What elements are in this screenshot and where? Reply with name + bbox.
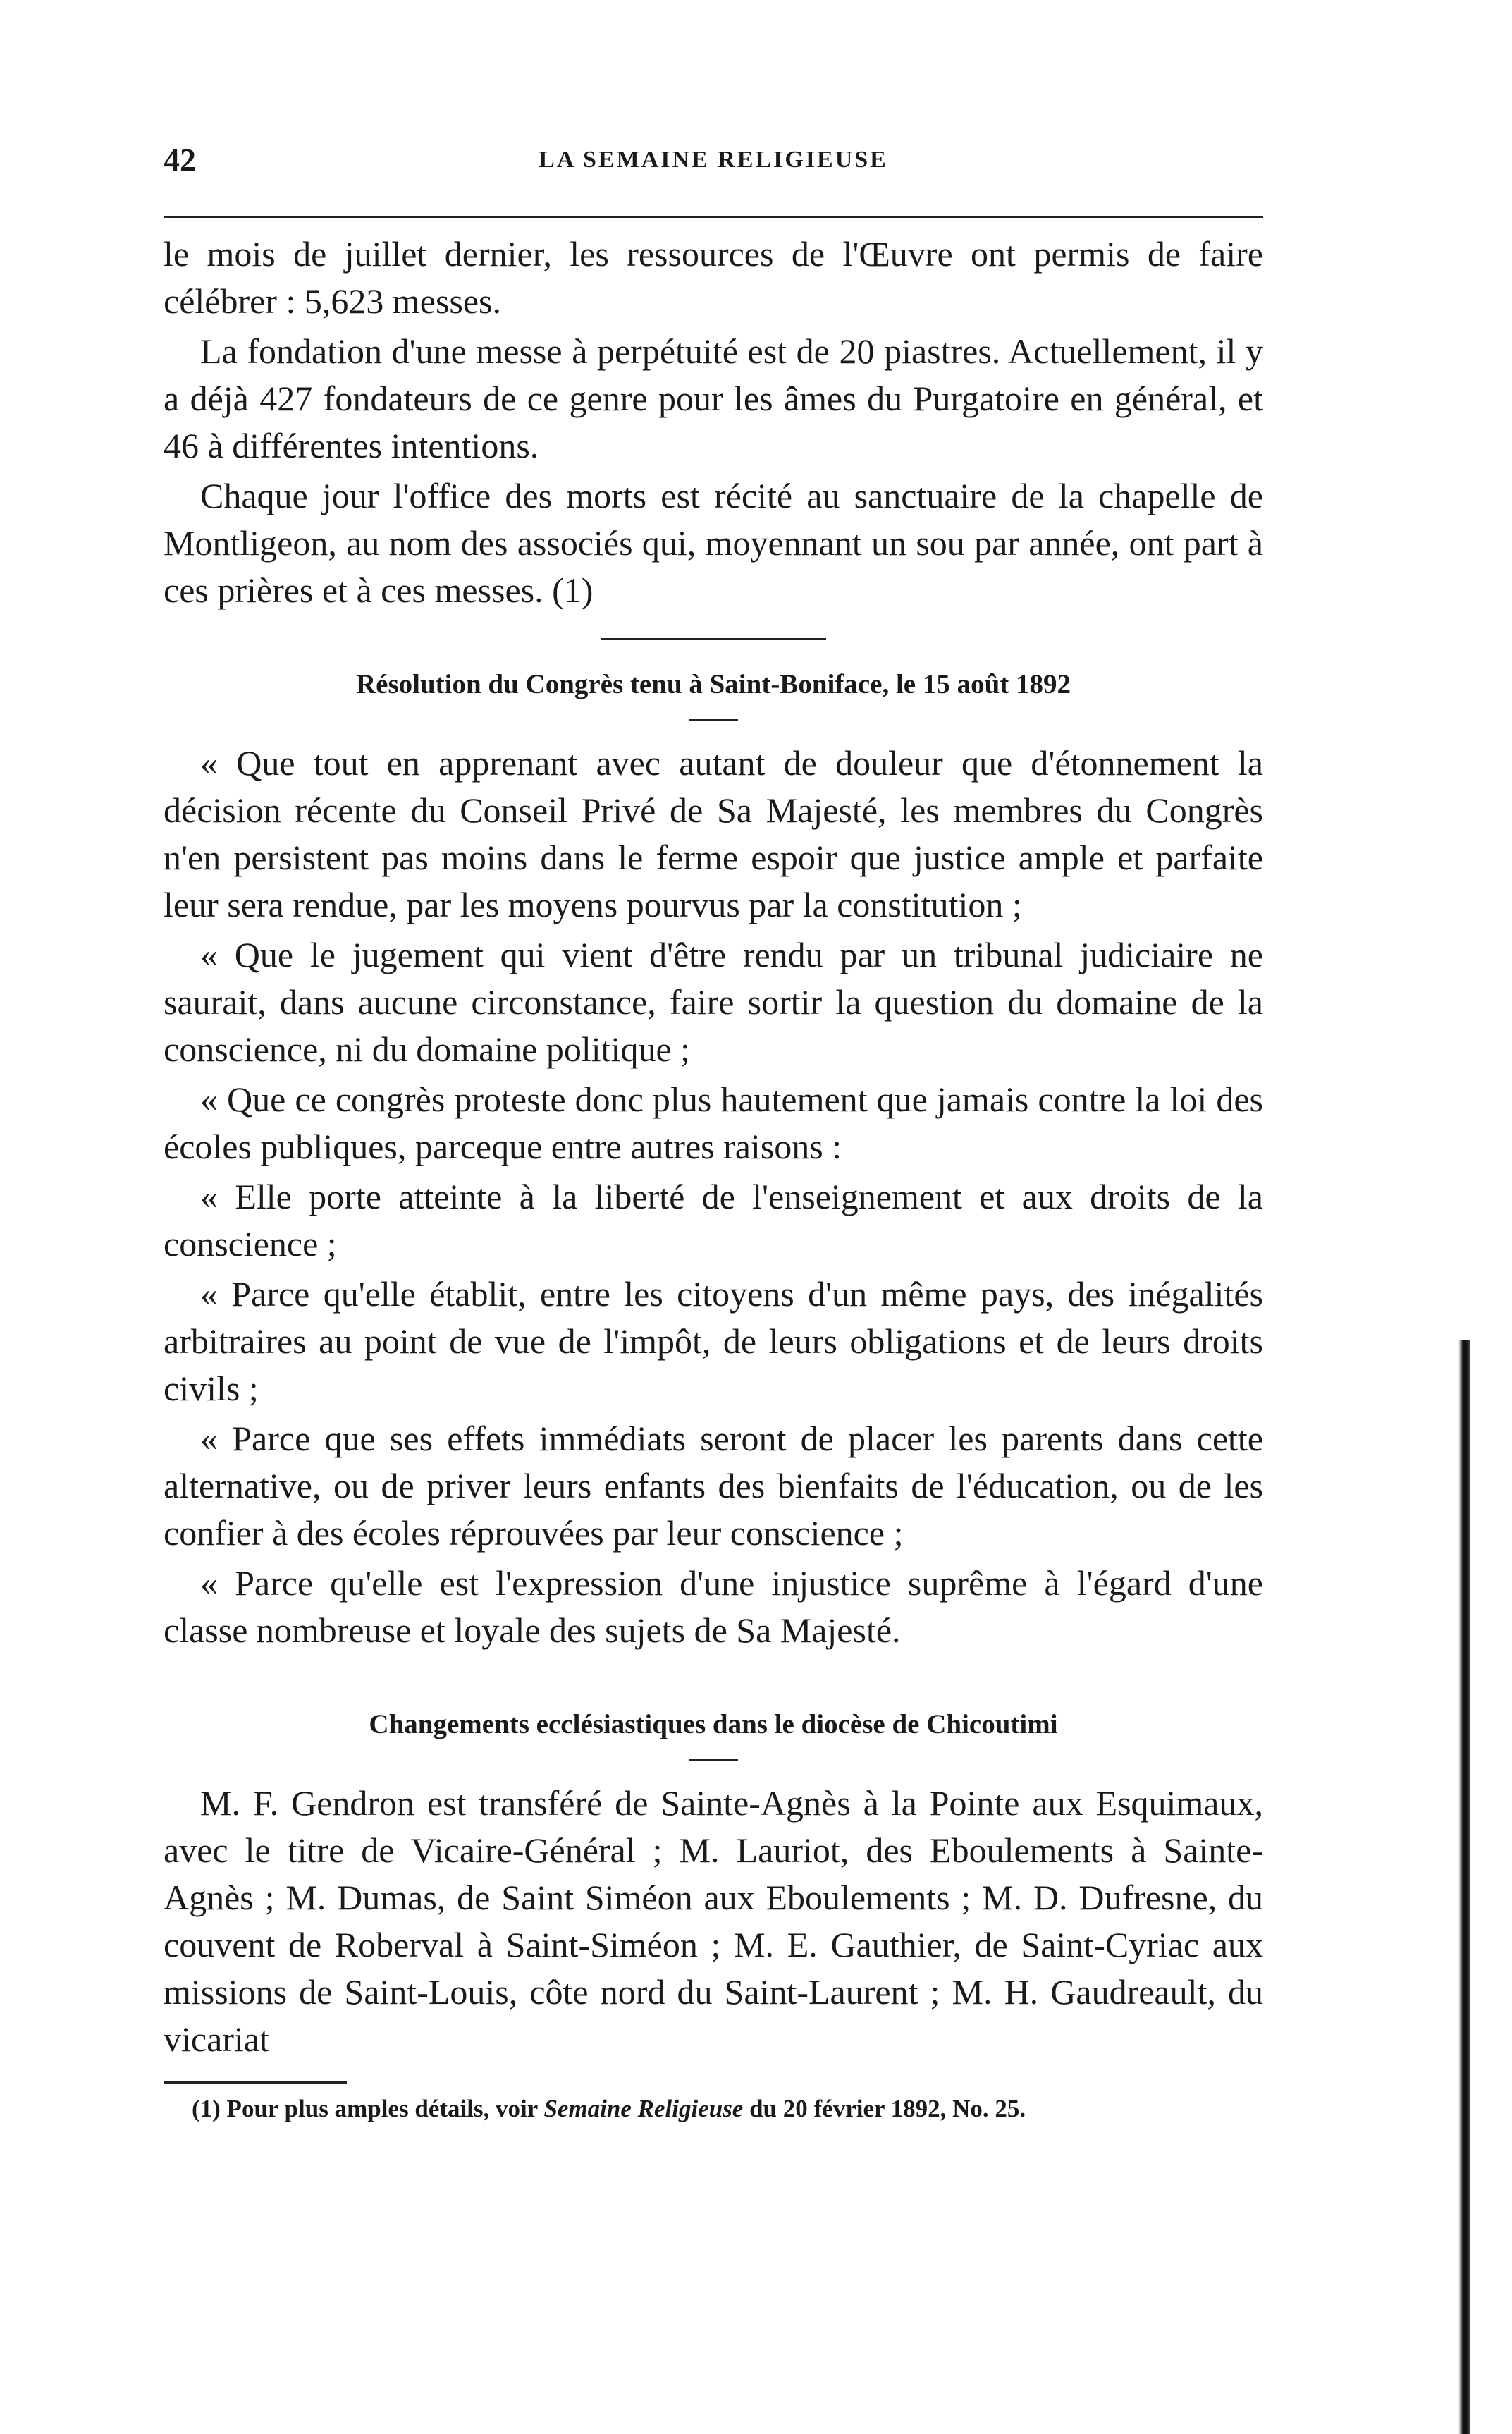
title-rule bbox=[689, 1759, 738, 1761]
changements-section bbox=[164, 1706, 1263, 2063]
resolution-paragraph-6: « Parce que ses effets immédiats seront de placer les parents dans cette alternative, ou de priver leurs enfants des bienfaits de l'éducation, ou de les confier à des écoles réprouvées par leur conscience ; bbox=[164, 1419, 1263, 1553]
footnote-journal: Semaine Religieuse bbox=[543, 2095, 744, 2122]
intro-section bbox=[164, 231, 1263, 614]
resolution-paragraph-3: « Que ce congrès proteste donc plus hautement que jamais contre la loi des écoles publiques, parceque entre autres raisons : bbox=[164, 1080, 1263, 1166]
resolution-title: Résolution du Congrès tenu à Saint-Boniface, le 15 août 1892 bbox=[355, 669, 1071, 699]
page bbox=[164, 141, 1263, 2126]
footnote-suffix: du 20 février 1892, No. 25. bbox=[743, 2095, 1026, 2122]
changements-paragraph: M. F. Gendron est transféré de Sainte-Agnès à la Pointe aux Esquimaux, avec le titre de Vicaire-Général ; M. Lauriot, des Eboulements à Sainte-Agnès ; M. Dumas, de Saint Siméon aux Eboulements ; M. D. Dufresne, du couvent de Roberval à Saint-Siméon ; M. E. Gauthier, de Saint-Cyriac aux missions de Saint-Louis, côte nord du Saint-Laurent ; M. H. Gaudreault, du vicariat bbox=[164, 1783, 1263, 2059]
resolution-paragraph-2: « Que le jugement qui vient d'être rendu par un tribunal judiciaire ne saurait, dans aucune circonstance, faire sortir la question du domaine de la conscience, ni du domaine politique ; bbox=[164, 935, 1263, 1069]
resolution-paragraph-1: « Que tout en apprenant avec autant de douleur que d'étonnement la décision récente du Conseil Privé de Sa Majesté, les membres du Congrès n'en persistent pas moins dans le ferme espoir que justice ample et parfaite leur sera rendue, par les moyens pourvus par la constitution ; bbox=[164, 743, 1263, 924]
running-title: LA SEMAINE RELIGIEUSE bbox=[539, 147, 888, 173]
header-rule bbox=[164, 216, 1263, 218]
intro-paragraph-3: Chaque jour l'office des morts est récité au sanctuaire de la chapelle de Montligeon, au nom des associés qui, moyennant un sou par année, ont part à ces prières et à ces messes. (1) bbox=[164, 476, 1263, 610]
section-divider bbox=[601, 638, 826, 640]
title-rule bbox=[689, 719, 738, 721]
scan-edge-shadow bbox=[1458, 1340, 1470, 2434]
changements-title: Changements ecclésiastiques dans le diocèse de Chicoutimi bbox=[369, 1709, 1058, 1739]
intro-paragraph-2: La fondation d'une messe à perpétuité est de 20 piastres. Actuellement, il y a déjà 427 fondateurs de ce genre pour les âmes du Purgatoire en général, et 46 à différentes intentions. bbox=[164, 331, 1263, 465]
resolution-section bbox=[164, 666, 1263, 1654]
intro-paragraph-1: le mois de juillet dernier, les ressources de l'Œuvre ont permis de faire célébrer : 5,623 messes. bbox=[164, 234, 1263, 321]
running-head bbox=[164, 141, 1263, 197]
section-divider bbox=[601, 1678, 826, 1680]
page-number: 42 bbox=[164, 142, 196, 178]
footnote-prefix: (1) Pour plus amples détails, voir bbox=[192, 2095, 544, 2122]
resolution-paragraph-5: « Parce qu'elle établit, entre les citoyens d'un même pays, des inégalités arbitraires au point de vue de l'impôt, de leurs obligations et de leurs droits civils ; bbox=[164, 1274, 1263, 1408]
resolution-paragraph-7: « Parce qu'elle est l'expression d'une injustice suprême à l'égard d'une classe nombreuse et loyale des sujets de Sa Majesté. bbox=[164, 1563, 1263, 1650]
footnote-rule bbox=[164, 2081, 347, 2084]
footnote bbox=[164, 2092, 1263, 2126]
resolution-paragraph-4: « Elle porte atteinte à la liberté de l'enseignement et aux droits de la conscience ; bbox=[164, 1177, 1263, 1264]
